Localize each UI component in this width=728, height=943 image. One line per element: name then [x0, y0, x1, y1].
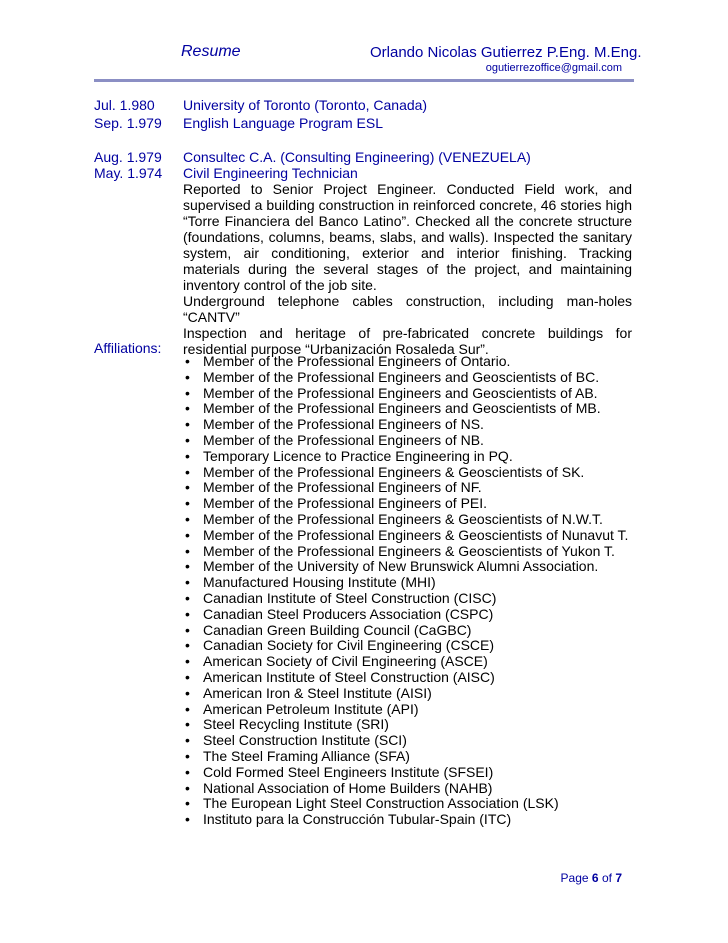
affiliation-item [183, 480, 628, 496]
affiliation-item [183, 765, 628, 781]
affiliations-list [183, 354, 628, 828]
education-entry-2: English Language Program ESL [183, 115, 384, 131]
affiliation-item [183, 370, 628, 386]
affiliation-text: Canadian Society for Civil Engineering (CSCE) [203, 637, 495, 654]
affiliation-text: Member of the Professional Engineers & Geoscientists of SK. [203, 463, 585, 480]
bullet-icon: • [185, 605, 190, 622]
affiliation-item [183, 670, 628, 686]
affiliation-text: Member of the Professional Engineers & Geoscientists of Yukon T. [203, 542, 615, 559]
affiliation-item [183, 512, 628, 528]
affiliation-item [183, 591, 628, 607]
document-title: Resume [181, 43, 241, 60]
affiliation-item [183, 749, 628, 765]
bullet-icon: • [185, 353, 190, 369]
bullet-icon: • [185, 684, 190, 701]
bullet-icon: • [185, 416, 190, 433]
affiliation-text: American Institute of Steel Construction (AISC) [203, 668, 495, 685]
affiliation-text: Steel Recycling Institute (SRI) [203, 716, 389, 733]
affiliation-item [183, 638, 628, 654]
bullet-icon: • [185, 732, 190, 749]
education-date-2: Sep. 1.979 [94, 115, 162, 131]
bullet-icon: • [185, 811, 190, 828]
experience-date-start: May. 1.974 [94, 165, 163, 181]
bullet-icon: • [185, 431, 190, 448]
bullet-icon: • [185, 510, 190, 527]
education-entry-1: University of Toronto (Toronto, Canada) [183, 97, 428, 113]
affiliation-item [183, 354, 628, 370]
affiliation-item [183, 733, 628, 749]
experience-description [183, 181, 632, 357]
page-number [561, 871, 622, 885]
affiliation-text: Member of the Professional Engineers of NF. [203, 479, 482, 496]
affiliation-text: Manufactured Housing Institute (MHI) [203, 574, 436, 591]
bullet-icon: • [185, 463, 190, 480]
affiliation-item [183, 544, 628, 560]
bullet-icon: • [185, 589, 190, 606]
page-current: 6 [591, 871, 599, 885]
bullet-icon: • [185, 747, 190, 764]
bullet-icon: • [185, 526, 190, 543]
affiliation-text: Canadian Steel Producers Association (CSPC) [203, 605, 494, 622]
affiliation-item [183, 717, 628, 733]
of-word: of [601, 871, 612, 885]
affiliation-item [183, 465, 628, 481]
affiliation-text: American Society of Civil Engineering (ASCE) [203, 653, 488, 670]
bullet-icon: • [185, 637, 190, 654]
affiliation-text: Canadian Institute of Steel Construction (CISC) [203, 589, 497, 606]
bullet-icon: • [185, 716, 190, 733]
affiliation-text: Member of the Professional Engineers of NS. [203, 416, 484, 433]
experience-paragraph: Underground telephone cables construction, including man-holes “CANTV” [183, 293, 632, 325]
bullet-icon: • [185, 479, 190, 496]
bullet-icon: • [185, 795, 190, 812]
education-date-1: Jul. 1.980 [94, 97, 155, 113]
bullet-icon: • [185, 763, 190, 780]
bullet-icon: • [185, 368, 190, 385]
affiliation-text: Member of the Professional Engineers of Ontario. [203, 353, 511, 369]
affiliation-text: American Iron & Steel Institute (AISI) [203, 684, 432, 701]
affiliation-text: Member of the Professional Engineers of NB. [203, 431, 484, 448]
affiliation-text: American Petroleum Institute (API) [203, 700, 419, 717]
affiliation-text: Member of the Professional Engineers and Geoscientists of BC. [203, 368, 600, 385]
affiliation-item [183, 528, 628, 544]
affiliation-text: Member of the Professional Engineers of PEI. [203, 495, 488, 512]
affiliation-text: Member of the University of New Brunswick Alumni Association. [203, 558, 599, 575]
affiliation-text: Member of the Professional Engineers and Geoscientists of MB. [203, 400, 601, 417]
header-divider [94, 79, 634, 82]
affiliation-text: Cold Formed Steel Engineers Institute (SFSEI) [203, 763, 494, 780]
bullet-icon: • [185, 779, 190, 796]
affiliation-text: Member of the Professional Engineers & Geoscientists of N.W.T. [203, 510, 603, 527]
affiliation-text: The European Light Steel Construction Association (LSK) [203, 795, 559, 812]
bullet-icon: • [185, 384, 190, 401]
affiliations-label: Affiliations: [94, 340, 162, 356]
affiliation-item [183, 686, 628, 702]
affiliation-item [183, 433, 628, 449]
affiliation-item [183, 401, 628, 417]
affiliation-text: Instituto para la Construcción Tubular-Spain (ITC) [203, 811, 512, 828]
affiliation-text: The Steel Framing Alliance (SFA) [203, 747, 410, 764]
affiliation-text: National Association of Home Builders (NAHB) [203, 779, 493, 796]
affiliation-item [183, 702, 628, 718]
affiliation-item [183, 812, 628, 828]
affiliation-item [183, 607, 628, 623]
affiliation-text: Steel Construction Institute (SCI) [203, 732, 407, 749]
bullet-icon: • [185, 447, 190, 464]
author-name: Orlando Nicolas Gutierrez P.Eng. M.Eng. [370, 44, 642, 61]
affiliation-item [183, 623, 628, 639]
author-email: ogutierrezoffice@gmail.com [485, 62, 622, 74]
affiliation-text: Member of the Professional Engineers and Geoscientists of AB. [203, 384, 598, 401]
bullet-icon: • [185, 495, 190, 512]
affiliation-item [183, 417, 628, 433]
affiliation-item [183, 559, 628, 575]
bullet-icon: • [185, 700, 190, 717]
affiliation-item [183, 796, 628, 812]
affiliation-item [183, 654, 628, 670]
bullet-icon: • [185, 574, 190, 591]
experience-paragraph: Reported to Senior Project Engineer. Conducted Field work, and supervised a building construction in reinforced concrete, 46 stories high “Torre Financiera del Banco Latino”. Checked all the concrete structure (foundations, columns, beams, slabs, and walls). Inspected the sanitary system, air conditioning, exterior and interior finishing. Tracking materials during the several stages of the project, and maintaining inventory control of the job site. [183, 181, 632, 293]
experience-position: Civil Engineering Technician [183, 165, 358, 181]
affiliation-item [183, 449, 628, 465]
page-total: 7 [615, 871, 622, 885]
bullet-icon: • [185, 542, 190, 559]
affiliation-item [183, 496, 628, 512]
bullet-icon: • [185, 558, 190, 575]
experience-paragraph: Inspection and heritage of pre-fabricated concrete buildings for residential purpose “Urbanización Rosaleda Sur”. [183, 325, 632, 357]
bullet-icon: • [185, 400, 190, 417]
bullet-icon: • [185, 653, 190, 670]
affiliation-item [183, 781, 628, 797]
experience-company: Consultec C.A. (Consulting Engineering) (VENEZUELA) [183, 149, 531, 165]
affiliation-text: Member of the Professional Engineers & Geoscientists of Nunavut T. [203, 526, 629, 543]
affiliation-text: Canadian Green Building Council (CaGBC) [203, 621, 472, 638]
affiliation-text: Temporary Licence to Practice Engineering in PQ. [203, 447, 513, 464]
experience-date-end: Aug. 1.979 [94, 149, 162, 165]
affiliation-item [183, 575, 628, 591]
affiliation-item [183, 386, 628, 402]
page-word: Page [560, 871, 589, 885]
bullet-icon: • [185, 668, 190, 685]
bullet-icon: • [185, 621, 190, 638]
